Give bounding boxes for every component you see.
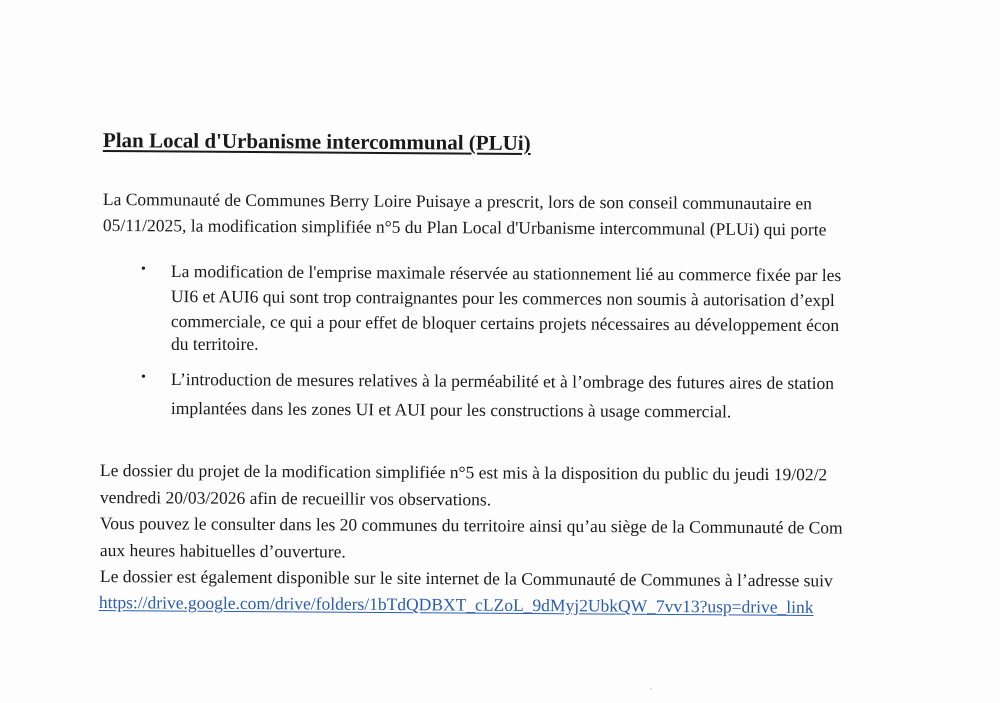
bullet-icon: • [141,370,146,385]
closing-line-4: aux heures habituelles d’ouverture. [99,540,346,562]
drive-link[interactable]: https://drive.google.com/drive/folders/1bTdQDBXT_cLZoL_9dMyj2UbkQW_7vv13?usp=drive_link [98,592,814,617]
scan-speck [650,688,652,690]
bullet-2-line-2: implantées dans les zones UI et AUI pour les constructions à usage commercial. [170,397,732,422]
bullet-1-line-1: La modification de l'emprise maximale réservée au stationnement lié au commerce fixée par les [170,260,842,286]
bullet-1-line-3: commerciale, ce qui a pour effet de bloquer certains projets nécessaires au développement écon [170,310,840,336]
document-title: Plan Local d'Urbanisme intercommunal (PLUi) [102,128,531,155]
closing-line-5: Le dossier est également disponible sur le site internet de la Communauté de Communes à l’adresse suiv [99,566,833,591]
closing-line-1: Le dossier du projet de la modification simplifiée n°5 est mis à la disposition du public du jeudi 19/02/2 [99,459,828,485]
bullet-icon: • [141,262,146,277]
bullet-1-line-4: du territoire. [171,334,259,354]
intro-line-1: La Communauté de Communes Berry Loire Puisaye a prescrit, lors de son conseil communautaire en [102,188,813,214]
closing-line-3: Vous pouvez le consulter dans les 20 communes du territoire ainsi qu’au siège de la Communauté de Com [99,513,843,538]
closing-line-2: vendredi 20/03/2026 afin de recueillir vos observations. [99,486,492,510]
intro-line-2: 05/11/2025, la modification simplifiée n°5 du Plan Local d'Urbanisme intercommunal (PLUi) qui porte [102,214,827,240]
bullet-2-line-1: L’introduction de mesures relatives à la perméabilité et à l’ombrage des futures aires de station [170,368,835,394]
bullet-1-line-2: UI6 et AUI6 qui sont trop contraignantes pour les commerces non soumis à autorisation d’expl [170,285,835,311]
